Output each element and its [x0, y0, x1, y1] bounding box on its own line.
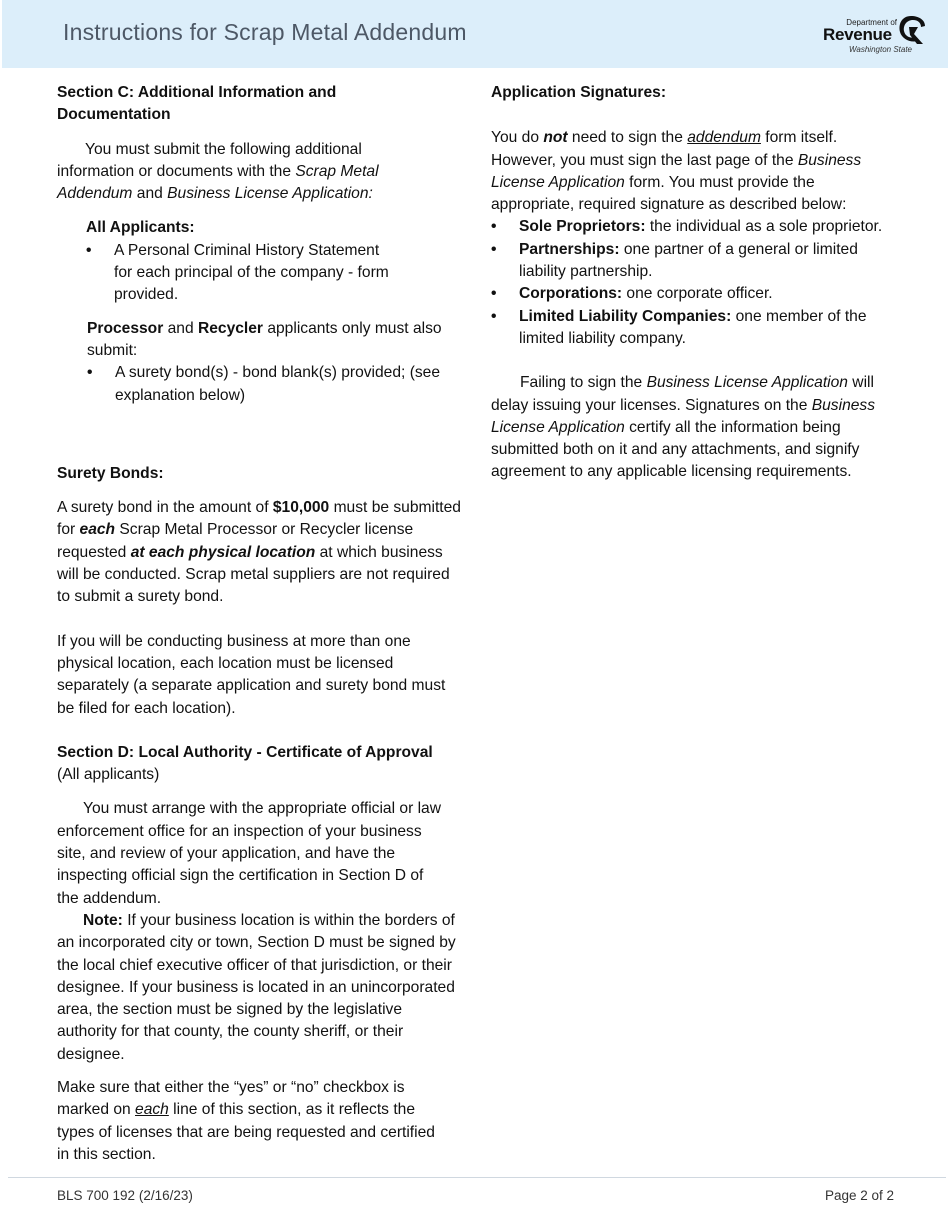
section-d-heading: Section D: Local Authority - Certificate of Approval [57, 743, 433, 761]
processor-block [87, 318, 467, 407]
list-item: • A surety bond(s) - bond blank(s) provided; (see explanation below) [87, 364, 441, 404]
surety-p2: If you will be conducting business at more than one physical location, each location must be licensed separately (a separate application and surety bond must be filed for each location). [57, 632, 446, 717]
list-item: • Partnerships: one partner of a general or limited liability partnership. [491, 240, 858, 281]
logo-state-text: Washington State [849, 45, 913, 54]
list-item: • A Personal Criminal History Statement for each principal of the company - form provided. [86, 241, 389, 304]
section-d-sub: (All applicants) [57, 766, 160, 784]
all-applicants-heading: All Applicants: [86, 219, 195, 237]
surety-p1: A surety bond in the amount of $10,000 must be submitted for each Scrap Metal Processor or Recycler license requested at each physical location at which business will be conducted. Scrap metal suppliers are not required to submit a surety bond. [57, 499, 461, 606]
section-d-note: Note: If your business location is within the borders of an incorporated city or town, Section D must be signed by the local chief executive officer of that jurisdiction, or their designee. If your business is located in an unincorporated area, the section must be signed by the legislative authority for that county, the county sheriff, or their designee. [57, 911, 456, 1063]
section-d-p1: You must arrange with the appropriate official or law enforcement office for an inspection of your business site, and review of your application, and have the inspecting official sign the certification in Section D of the addendum. [57, 800, 441, 907]
signatures-p1: You do not need to sign the addendum form itself. However, you must sign the last page of the Business License Application form. You must provide the appropriate, required signature as described below: [491, 129, 862, 214]
section-c-intro: You must submit the following additional information or documents with the Scrap Metal Addendum and Business License Application: [57, 140, 379, 203]
revenue-swoosh-icon [896, 14, 926, 46]
processor-list [87, 362, 467, 407]
all-applicants-list [86, 240, 462, 307]
page-number: Page 2 of 2 [824, 1188, 894, 1203]
signature-list [491, 216, 891, 350]
page-header [2, 0, 948, 68]
logo-name-text: Revenue [823, 25, 892, 44]
section-c-heading: Section C: Additional Information and Documentation [57, 84, 337, 124]
surety-heading: Surety Bonds: [57, 464, 164, 482]
section-d-p3: Make sure that either the “yes” or “no” checkbox is marked on each line of this section, as it reflects the types of licenses that are being requested and certified in this section. [57, 1078, 435, 1163]
all-applicants-block [86, 217, 462, 306]
page-title: Instructions for Scrap Metal Addendum [63, 19, 467, 45]
processor-text: Processor and Recycler applicants only must also submit: [87, 319, 442, 359]
footer-divider [8, 1177, 946, 1178]
list-item: • Corporations: one corporate officer. [491, 285, 773, 303]
list-item: • Limited Liability Companies: one member of the limited liability company. [491, 307, 867, 347]
dor-logo [820, 13, 930, 59]
logo-dept-text: Department of [846, 18, 897, 27]
form-id: BLS 700 192 (2/16/23) [57, 1188, 193, 1203]
list-item: • Sole Proprietors: the individual as a sole proprietor. [491, 218, 883, 236]
right-column [491, 82, 901, 484]
signatures-heading: Application Signatures: [491, 84, 667, 101]
left-column [57, 82, 462, 1166]
signatures-p2: Failing to sign the Business License Application will delay issuing your licenses. Signatures on the Business License Application certify all the information being submitted both on it and any attachments, and signify agreement to any applicable licensing requirements. [491, 374, 876, 481]
